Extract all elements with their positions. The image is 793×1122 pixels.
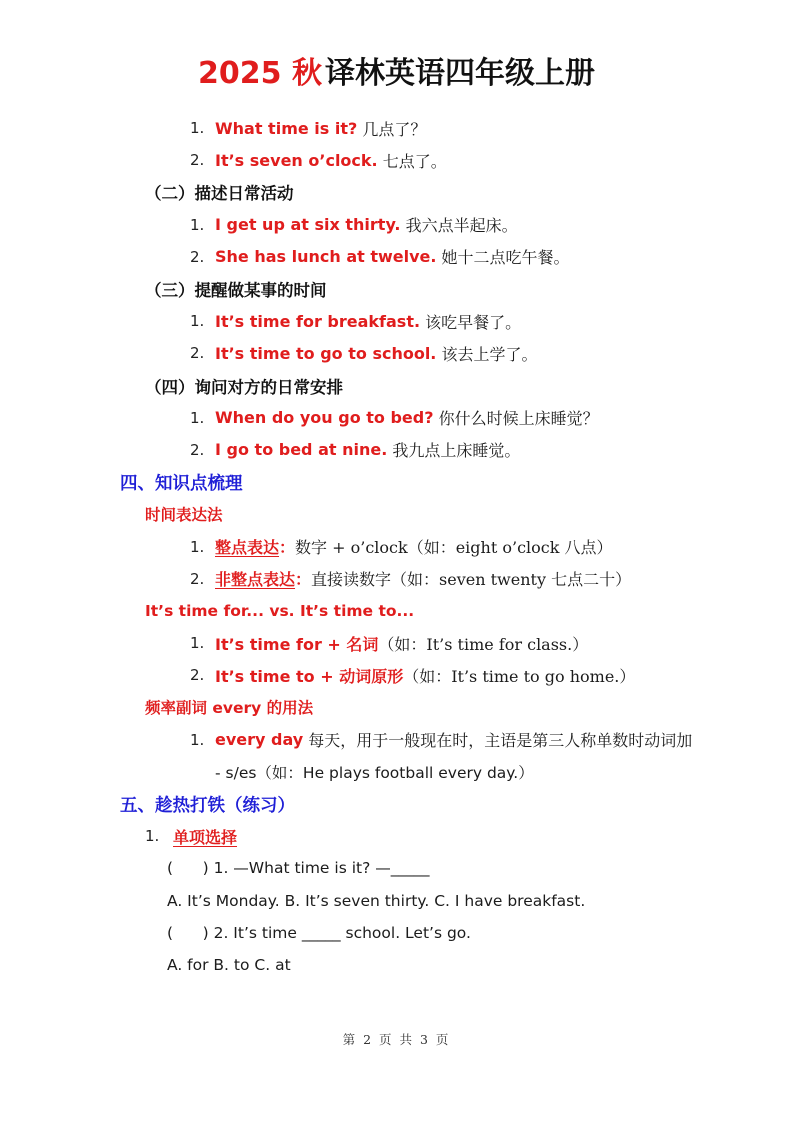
exercise-line: [0, 852, 793, 884]
text-segment: It’s time for breakfast.: [215, 311, 421, 331]
text-segment: every day: [215, 730, 304, 750]
list-item: [0, 241, 793, 273]
list-item: [0, 530, 793, 562]
text-segment: 频率副词 every 的用法: [145, 699, 314, 718]
text-segment: （三）提醒做某事的时间: [145, 281, 327, 301]
line-number: 1.: [145, 827, 160, 846]
list-item: [0, 209, 793, 241]
list-item: [0, 627, 793, 659]
text-segment: （如：It’s time for class.）: [378, 634, 589, 654]
line-number: 2.: [190, 666, 205, 685]
exercise-line: [0, 885, 793, 917]
blue-heading: [0, 466, 793, 498]
exercise-line: [0, 917, 793, 949]
line-number: 2.: [190, 440, 205, 459]
text-segment: A. It’s Monday. B. It’s seven thirty. C. I have breakfast.: [167, 891, 586, 910]
text-segment: It’s seven o’clock.: [215, 150, 378, 170]
text-segment: 直接读数字（如：seven twenty 七点二十）: [311, 570, 632, 590]
red-subheading: [0, 595, 793, 627]
list-item: [0, 402, 793, 434]
text-segment: 我六点半起床。: [400, 216, 518, 236]
list-item: [0, 337, 793, 369]
list-item: [0, 144, 793, 176]
text-segment: （四）询问对方的日常安排: [145, 377, 343, 397]
text-segment: What time is it?: [215, 118, 358, 138]
text-segment: 时间表达法: [145, 506, 223, 525]
text-segment: When do you go to bed?: [215, 408, 434, 428]
page-title-book-name: 译林英语四年级上册: [324, 56, 595, 91]
text-segment: It’s time to go to school.: [215, 343, 437, 363]
list-item: [0, 563, 793, 595]
text-segment: 非整点表达: [215, 570, 296, 590]
list-item: [0, 305, 793, 337]
document-body: [0, 112, 793, 981]
text-segment: 单项选择: [173, 827, 238, 847]
red-subheading: [0, 498, 793, 530]
text-segment: 数字 + o’clock（如：eight o’clock 八点）: [295, 538, 613, 558]
line-number: 2.: [190, 569, 205, 588]
text-segment: 五、趁热打铁（练习）: [120, 795, 295, 816]
line-number: 1.: [190, 119, 205, 138]
text-segment: I get up at six thirty.: [215, 215, 401, 235]
text-segment: It’s time to + 动词原形: [215, 666, 404, 686]
text-segment: - s/es（如：He plays football every day.）: [215, 763, 534, 782]
text-segment: 每天，用于一般现在时，主语是第三人称单数时动词加: [303, 731, 693, 751]
text-segment: 几点了？: [357, 119, 427, 139]
exercise-item: [0, 820, 793, 852]
line-number: 2.: [190, 247, 205, 266]
blue-heading: [0, 788, 793, 820]
text-segment: I go to bed at nine.: [215, 440, 388, 460]
text-segment: 整点表达: [215, 538, 280, 558]
line-number: 1.: [190, 215, 205, 234]
page-footer: [0, 1030, 793, 1048]
text-segment: 你什么时候上床睡觉？: [433, 409, 599, 429]
text-segment: 我九点上床睡觉。: [387, 441, 521, 461]
text-segment: It’s time for + 名词: [215, 634, 379, 654]
line-number: 1.: [190, 634, 205, 653]
list-item: [0, 112, 793, 144]
line-number: 1.: [190, 537, 205, 556]
list-item: [0, 659, 793, 691]
text-segment: 该去上学了。: [436, 344, 538, 364]
text-segment: 七点了。: [377, 151, 447, 171]
line-number: 1.: [190, 408, 205, 427]
line-number: 2.: [190, 344, 205, 363]
text-segment: （如：It’s time to go home.）: [403, 666, 636, 686]
exercise-line: [0, 949, 793, 981]
text-segment: ：: [279, 538, 296, 558]
page-title-year-season: 2025 秋: [198, 56, 322, 91]
text-segment: ：: [295, 570, 312, 590]
text-segment: ( ) 1. —What time is it? —_____: [167, 859, 430, 878]
section-heading: [0, 370, 793, 402]
text-segment: It’s time for... vs. It’s time to...: [145, 601, 415, 620]
list-item: [0, 724, 793, 756]
section-heading: [0, 176, 793, 208]
list-item: [0, 434, 793, 466]
red-subheading: [0, 691, 793, 723]
text-segment: （二）描述日常活动: [145, 184, 294, 204]
text-segment: ( ) 2. It’s time _____ school. Let’s go.: [167, 923, 471, 942]
text-segment: 该吃早餐了。: [420, 312, 522, 332]
line-number: 1.: [190, 312, 205, 331]
text-segment: A. for B. to C. at: [167, 955, 291, 974]
text-segment: She has lunch at twelve.: [215, 247, 437, 267]
page-number-text: 第 2 页 共 3 页: [342, 1032, 451, 1047]
text-segment: 四、知识点梳理: [120, 473, 243, 494]
text-segment: 她十二点吃午餐。: [436, 248, 570, 268]
page-title: [0, 0, 793, 96]
section-heading: [0, 273, 793, 305]
line-number: 1.: [190, 730, 205, 749]
line-number: 2.: [190, 151, 205, 170]
continuation-line: [0, 756, 793, 788]
